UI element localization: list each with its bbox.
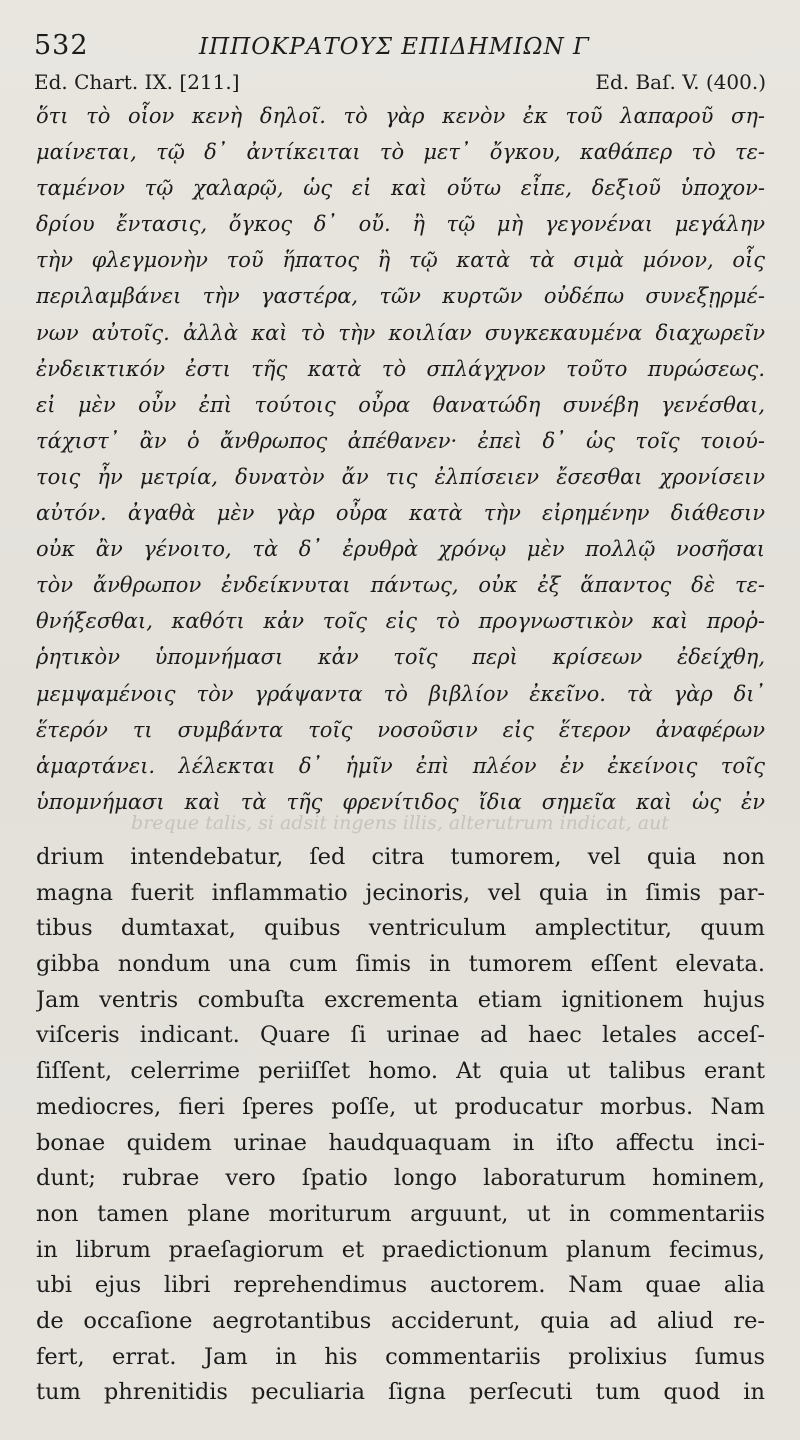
greek-line: ἐνδεικτικόν ἐστι τῆς κατὰ τὸ σπλάγχνον τοῦτο πυρώσεως. — [36, 356, 765, 381]
latin-line: magna fuerit inflammatio jecinoris, vel quia in ſimis par- — [36, 879, 765, 906]
greek-line: ὑπομνήμασι καὶ τὰ τῆς φρενίτιδος ἴδια σημεῖα καὶ ὡς ἐν — [36, 789, 765, 814]
latin-line: drium intendebatur, ſed citra tumorem, vel quia non — [36, 844, 765, 870]
greek-line: θνήξεσθαι, καθότι κἀν τοῖς εἰς τὸ προγνωστικὸν καὶ προῤ- — [36, 609, 765, 634]
edition-reference-left: Ed. Chart. IX. [211.] — [34, 70, 240, 94]
greek-line: δρίου ἔντασις, ὄγκος δ᾽ οὔ. ἢ τῷ μὴ γεγονέναι μεγάλην — [36, 212, 765, 237]
latin-line: ubi ejus libri reprehendimus auctorem. Nam quae alia — [36, 1272, 765, 1299]
greek-line: τοις ἦν μετρία, δυνατὸν ἄν τις ἐλπίσειεν ἔσεσθαι χρονίσειν — [36, 464, 765, 489]
greek-line: τὸν ἄνθρωπον ἐνδείκνυται πάντως, οὐκ ἐξ ἅπαντος δὲ τε- — [36, 573, 765, 598]
latin-line: mediocres, fieri ſperes poſſe, ut producatur morbus. Nam — [36, 1093, 765, 1120]
greek-line: ταμένον τῷ χαλαρῷ, ὡς εἰ καὶ οὕτω εἶπε, δεξιοῦ ὑποχον- — [36, 176, 765, 201]
greek-line: μεμψαμένοις τὸν γράψαντα τὸ βιβλίον ἐκεῖνο. τὰ γὰρ δι᾽ — [36, 681, 765, 706]
greek-line: εἰ μὲν οὖν ἐπὶ τούτοις οὖρα θανατώδη συνέβη γενέσθαι, — [36, 392, 765, 417]
greek-line: οὐκ ἂν γένοιτο, τὰ δ᾽ ἐρυθρὰ χρόνῳ μὲν πολλῷ νοσῆσαι — [36, 537, 765, 562]
latin-text-block — [36, 840, 765, 1411]
latin-line: de occaſione aegrotantibus acciderunt, quia ad aliud re- — [36, 1307, 765, 1334]
greek-text-block — [36, 98, 765, 820]
latin-line: tibus dumtaxat, quibus ventriculum amplectitur, quum — [36, 915, 765, 942]
greek-line: ἁμαρτάνει. λέλεκται δ᾽ ἡμῖν ἐπὶ πλέον ἐν ἐκείνοις τοῖς — [36, 753, 765, 778]
latin-line: fert, errat. Jam in his commentariis prolixius ſumus — [36, 1343, 765, 1370]
greek-line: τὴν φλεγμονὴν τοῦ ἥπατος ἢ τῷ κατὰ τὰ σιμὰ μόνον, οἷς — [36, 248, 765, 273]
latin-line: in librum praeſagiorum et praedictionum planum fecimus, — [36, 1236, 765, 1263]
latin-line: Jam ventris combuſta excrementa etiam ignitionem hujus — [36, 986, 765, 1013]
latin-line: gibba nondum una cum ſimis in tumorem eſſent elevata. — [36, 951, 765, 978]
greek-line: ὅτι τὸ οἷον κενὴ δηλοῖ. τὸ γὰρ κενὸν ἐκ τοῦ λαπαροῦ ση- — [36, 104, 765, 128]
latin-line: bonae quidem urinae haudquaquam in iſto affectu inci- — [36, 1129, 765, 1156]
edition-reference-right: Ed. Baſ. V. (400.) — [595, 70, 766, 94]
greek-line: τάχιστ᾽ ἂν ὁ ἄνθρωπος ἀπέθανεν· ἐπεὶ δ᾽ ὡς τοῖς τοιού- — [36, 428, 765, 453]
page-number: 532 — [34, 30, 89, 61]
latin-line: dunt; rubrae vero ſpatio longo laboraturum hominem, — [36, 1165, 765, 1192]
bleed-through-text: breque talis, si adsit ingens illis, alterutrum indicat, aut — [131, 812, 669, 834]
page-header — [34, 30, 766, 70]
greek-line: ἕτερόν τι συμβάντα τοῖς νοσοῦσιν εἰς ἕτερον ἀναφέρων — [36, 717, 765, 742]
greek-line: νων αὐτοῖς. ἀλλὰ καὶ τὸ τὴν κοιλίαν συγκεκαυμένα διαχωρεῖν — [36, 320, 765, 345]
greek-line: αὐτόν. ἀγαθὰ μὲν γὰρ οὖρα κατὰ τὴν εἰρημένην διάθεσιν — [36, 501, 765, 526]
latin-line: ſiſſent, celerrime periiſſet homo. At quia ut talibus erant — [36, 1058, 765, 1085]
greek-line: περιλαμβάνει τὴν γαστέρα, τῶν κυρτῶν οὐδέπω συνεξῃρμέ- — [36, 284, 765, 309]
latin-line: viſceris indicant. Quare ſi urinae ad haec letales acceſ- — [36, 1022, 765, 1049]
edition-reference-line — [34, 70, 766, 98]
greek-line: μαίνεται, τῷ δ᾽ ἀντίκειται τὸ μετ᾽ ὄγκου, καθάπερ τὸ τε- — [36, 140, 765, 165]
greek-line: ῥητικὸν ὑπομνήμασι κἀν τοῖς περὶ κρίσεων ἐδείχθη, — [36, 645, 765, 670]
latin-line: non tamen plane moriturum arguunt, ut in commentariis — [36, 1200, 765, 1227]
latin-line: tum phrenitidis peculiaria ſigna perſecuti tum quod in — [36, 1379, 765, 1406]
running-title: ΙΠΠΟΚΡΑΤΟΥΣ ΕΠΙΔΗΜΙΩΝ Γ — [199, 34, 590, 60]
